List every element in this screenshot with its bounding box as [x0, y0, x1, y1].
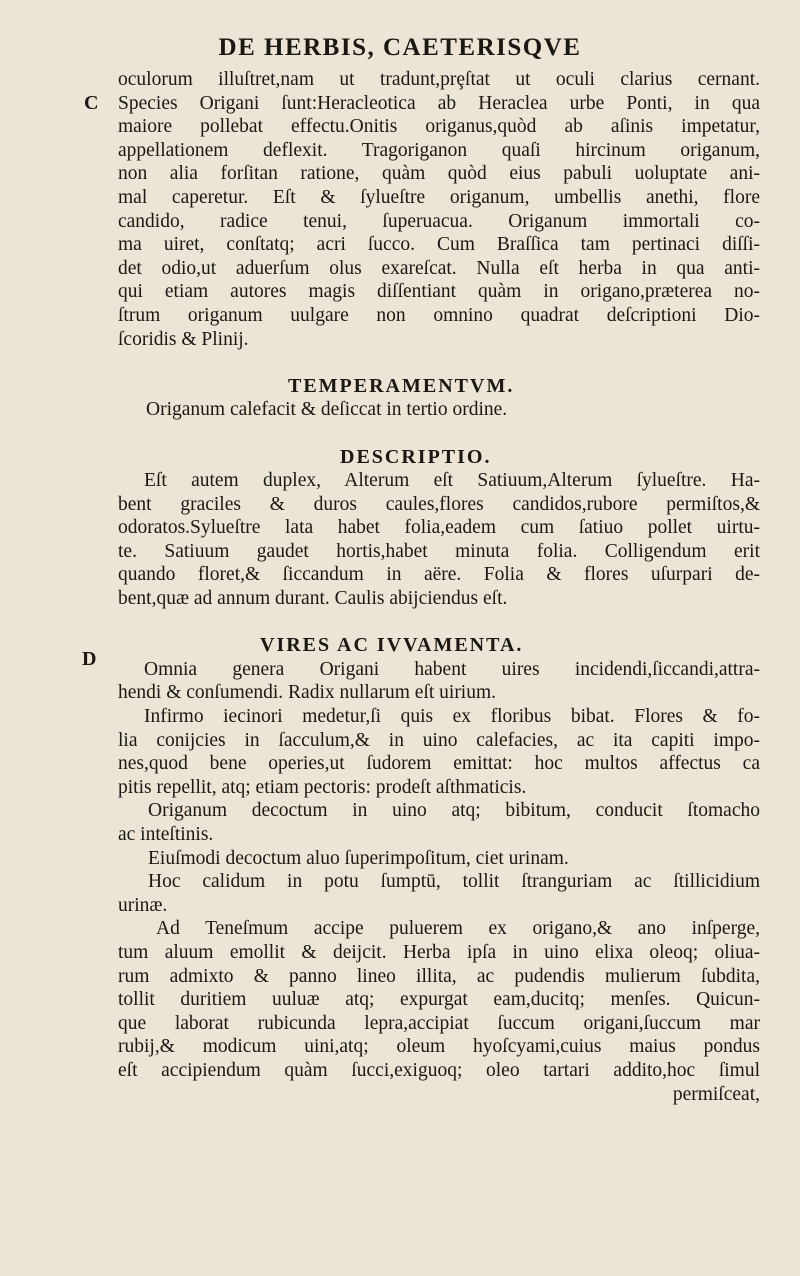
running-head: DE HERBIS, CAETERISQVE: [218, 34, 582, 61]
text-line: non alia forſitan ratione, quàm quòd eius pabuli uoluptate ani-: [118, 163, 760, 185]
section-heading-vires: VIRES AC IVVAMENTA.: [260, 634, 524, 657]
text-line: pitis repellit, atq; etiam pectoris: prodeſt aſthmaticis.: [118, 776, 527, 798]
text-line: Infirmo iecinori medetur,ſi quis ex floribus bibat. Flores & fo-: [144, 706, 760, 728]
text-line: te. Satiuum gaudet hortis,habet minuta folia. Colligendum erit: [118, 540, 760, 562]
text-line: Origanum calefacit & deſiccat in tertio ordine.: [146, 399, 508, 421]
text-line: urinæ.: [118, 894, 168, 916]
catchword: permiſceat,: [672, 1083, 760, 1105]
text-line: hendi & conſumendi. Radix nullarum eſt uirium.: [118, 682, 497, 704]
text-line: que laborat rubicunda lepra,accipiat ſuccum origani,ſuccum mar: [118, 1012, 760, 1034]
text-line: ſtrum origanum uulgare non omnino quadrat deſcriptioni Dio-: [118, 304, 760, 326]
text-line: odoratos.Sylueſtre lata habet folia,eadem cum ſatiuo pollet uirtu-: [118, 517, 760, 539]
text-line: mal caperetur. Eſt & ſylueſtre origanum, umbellis anethi, flore: [118, 186, 760, 208]
text-line: candido, radice tenui, ſuperuacua. Origanum immortali co-: [118, 210, 760, 232]
text-line: ma uiret, conſtatq; acri ſucco. Cum Braſſica tam pertinaci diſſi-: [118, 234, 760, 256]
section-heading-descriptio: DESCRIPTIO.: [340, 445, 492, 468]
text-line: qui etiam autores magis diſſentiant quàm in origano,præterea no-: [118, 281, 760, 303]
text-line: eſt accipiendum quàm ſucci,exiguoq; oleo tartari addito,hoc ſimul: [118, 1059, 760, 1081]
text-line: appellationem deflexit. Tragoriganon quaſi hircinum origanum,: [118, 139, 760, 161]
text-line: rubij,& modicum uini,atq; oleum hyoſcyami,cuius maius pondus: [118, 1036, 760, 1058]
text-line: det odio,ut aduerſum olus exareſcat. Nulla eſt herba in qua anti-: [118, 257, 760, 279]
margin-letter-d: D: [82, 648, 97, 670]
text-line: Eiuſmodi decoctum aluo ſuperimpoſitum, ciet urinam.: [148, 847, 569, 869]
text-line: Hoc calidum in potu ſumptū, tollit ſtranguriam ac ſtillicidium: [148, 871, 760, 893]
text-line: Eſt autem duplex, Alterum eſt Satiuum,Alterum ſylueſtre. Ha-: [144, 470, 760, 492]
section-heading-temperamentum: TEMPERAMENTVM.: [288, 374, 515, 397]
text-line: maiore pollebat effectu.Onitis origanus,quòd ab aſinis impetatur,: [118, 116, 760, 138]
text-line: bent graciles & duros caules,flores candidos,rubore permiſtos,&: [118, 493, 760, 515]
text-line: quando floret,& ſiccandum in aëre. Folia & flores uſurpari de-: [118, 564, 760, 586]
text-line: lia conijcies in ſacculum,& in uino calefacies, ac ita capiti impo-: [118, 729, 760, 751]
text-line: ac inteſtinis.: [118, 824, 214, 845]
text-line: Origanum decoctum in uino atq; bibitum, conducit ſtomacho: [148, 800, 760, 822]
text-line: Omnia genera Origani habent uires incidendi,ſiccandi,attra-: [144, 658, 760, 680]
text-line: tollit duritiem uuluæ atq; expurgat eam,ducitq; menſes. Quicun-: [118, 989, 760, 1011]
text-line: nes,quod bene operies,ut ſudorem emittat: hoc multos affectus ca: [118, 753, 760, 775]
text-block: [118, 68, 760, 1106]
text-line: Species Origani ſunt:Heracleotica ab Heraclea urbe Ponti, in qua: [118, 92, 760, 114]
text-line: oculorum illuſtret,nam ut tradunt,prȩſtat ut oculi clarius cernant.: [118, 69, 760, 90]
text-line: ſcoridis & Plinij.: [118, 328, 249, 350]
text-line: tum aluum emollit & deijcit. Herba ipſa in uino elixa oleoq; oliua-: [118, 941, 760, 963]
text-line: Ad Teneſmum accipe puluerem ex origano,& ano inſperge,: [156, 918, 760, 940]
text-line: rum admixto & panno lineo illita, ac pudendis mulierum ſubdita,: [118, 965, 760, 987]
text-line: bent,quæ ad annum durant. Caulis abijciendus eſt.: [118, 588, 508, 610]
margin-letter-c: C: [84, 92, 99, 114]
